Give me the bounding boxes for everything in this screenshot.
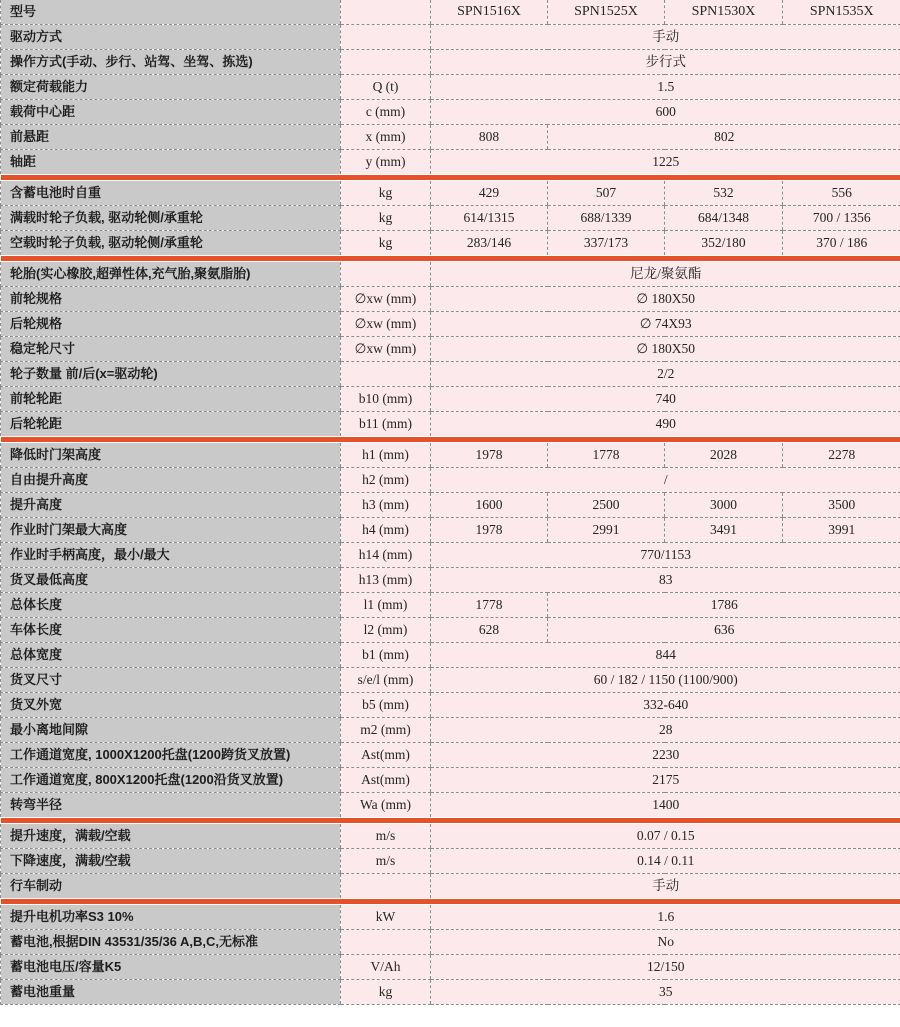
model-name: SPN1516X	[431, 0, 548, 25]
model-name: SPN1525X	[548, 0, 665, 25]
row-label: 降低时门架高度	[1, 443, 341, 468]
row-label: 后轮规格	[1, 312, 341, 337]
row-label: 总体长度	[1, 593, 341, 618]
table-row	[1, 287, 900, 312]
row-label: 蓄电池,根据DIN 43531/35/36 A,B,C,无标准	[1, 930, 341, 955]
table-row	[1, 181, 900, 206]
table-row	[1, 593, 900, 618]
row-label: 货叉外宽	[1, 693, 341, 718]
table-row	[1, 693, 900, 718]
row-unit: h14 (mm)	[341, 543, 431, 568]
row-unit	[341, 362, 431, 387]
spec-value: 283/146	[431, 231, 548, 256]
row-unit: s/e/l (mm)	[341, 668, 431, 693]
spec-value: 3000	[665, 493, 783, 518]
spec-value: 636	[548, 618, 900, 643]
row-unit: kg	[341, 980, 431, 1005]
spec-value: 2028	[665, 443, 783, 468]
table-row	[1, 793, 900, 818]
table-row	[1, 150, 900, 175]
row-label: 操作方式(手动、步行、站驾、坐驾、拣选)	[1, 50, 341, 75]
spec-value: 770/1153	[431, 543, 900, 568]
spec-value: 2230	[431, 743, 900, 768]
table-row	[1, 231, 900, 256]
spec-value: 12/150	[431, 955, 900, 980]
table-row	[1, 362, 900, 387]
table-row	[1, 100, 900, 125]
row-label: 稳定轮尺寸	[1, 337, 341, 362]
table-row	[1, 387, 900, 412]
spec-value: ∅ 74X93	[431, 312, 900, 337]
row-label: 作业时手柄高度，最小/最大	[1, 543, 341, 568]
row-label: 作业时门架最大高度	[1, 518, 341, 543]
row-label: 载荷中心距	[1, 100, 341, 125]
spec-value: 1978	[431, 443, 548, 468]
table-row	[1, 262, 900, 287]
row-unit: b5 (mm)	[341, 693, 431, 718]
spec-value: 1786	[548, 593, 900, 618]
row-unit: l2 (mm)	[341, 618, 431, 643]
row-label: 转弯半径	[1, 793, 341, 818]
table-row	[1, 930, 900, 955]
row-label: 提升高度	[1, 493, 341, 518]
spec-value: 1.6	[431, 905, 900, 930]
row-label: 最小离地间隙	[1, 718, 341, 743]
row-label: 轮子数量 前/后(x=驱动轮)	[1, 362, 341, 387]
spec-value: 3500	[783, 493, 900, 518]
row-label: 提升电机功率S3 10%	[1, 905, 341, 930]
table-row	[1, 980, 900, 1005]
spec-value: 2991	[548, 518, 665, 543]
row-label: 前轮规格	[1, 287, 341, 312]
table-row	[1, 543, 900, 568]
row-label: 蓄电池重量	[1, 980, 341, 1005]
row-unit: x (mm)	[341, 125, 431, 150]
spec-value: 60 / 182 / 1150 (1100/900)	[431, 668, 900, 693]
row-label: 工作通道宽度, 800X1200托盘(1200沿货叉放置)	[1, 768, 341, 793]
spec-value: 2500	[548, 493, 665, 518]
row-unit: ∅xw (mm)	[341, 312, 431, 337]
spec-value: 337/173	[548, 231, 665, 256]
row-unit: m2 (mm)	[341, 718, 431, 743]
table-row	[1, 0, 900, 25]
table-row	[1, 718, 900, 743]
row-unit: h13 (mm)	[341, 568, 431, 593]
row-unit: m/s	[341, 849, 431, 874]
row-unit: h3 (mm)	[341, 493, 431, 518]
row-unit: h2 (mm)	[341, 468, 431, 493]
spec-value: 2175	[431, 768, 900, 793]
spec-value: 352/180	[665, 231, 783, 256]
model-name: SPN1530X	[665, 0, 783, 25]
row-label: 货叉尺寸	[1, 668, 341, 693]
spec-value: 2278	[783, 443, 900, 468]
spec-value: 628	[431, 618, 548, 643]
row-label: 前悬距	[1, 125, 341, 150]
spec-value: ∅ 180X50	[431, 337, 900, 362]
spec-value: No	[431, 930, 900, 955]
spec-value: 332-640	[431, 693, 900, 718]
table-row	[1, 75, 900, 100]
row-unit: m/s	[341, 824, 431, 849]
table-row	[1, 25, 900, 50]
spec-value: 532	[665, 181, 783, 206]
row-unit	[341, 930, 431, 955]
spec-value: 808	[431, 125, 548, 150]
spec-value: 370 / 186	[783, 231, 900, 256]
row-unit: h1 (mm)	[341, 443, 431, 468]
row-label: 总体宽度	[1, 643, 341, 668]
row-unit: l1 (mm)	[341, 593, 431, 618]
spec-value: 600	[431, 100, 900, 125]
table-row	[1, 312, 900, 337]
row-unit: c (mm)	[341, 100, 431, 125]
row-label: 车体长度	[1, 618, 341, 643]
spec-value: 0.07 / 0.15	[431, 824, 900, 849]
spec-value: ∅ 180X50	[431, 287, 900, 312]
spec-value: 步行式	[431, 50, 900, 75]
row-unit: Ast(mm)	[341, 743, 431, 768]
row-label: 下降速度，满载/空载	[1, 849, 341, 874]
spec-value: 2/2	[431, 362, 900, 387]
row-label: 提升速度，满载/空载	[1, 824, 341, 849]
row-label: 工作通道宽度, 1000X1200托盘(1200跨货叉放置)	[1, 743, 341, 768]
table-row	[1, 643, 900, 668]
spec-value: 1225	[431, 150, 900, 175]
row-label: 驱动方式	[1, 25, 341, 50]
row-label: 型号	[1, 0, 341, 25]
spec-value: 507	[548, 181, 665, 206]
spec-value: 700 / 1356	[783, 206, 900, 231]
spec-value: 35	[431, 980, 900, 1005]
table-row	[1, 874, 900, 899]
spec-value: 844	[431, 643, 900, 668]
table-row	[1, 468, 900, 493]
row-unit	[341, 874, 431, 899]
table-row	[1, 518, 900, 543]
row-unit: kW	[341, 905, 431, 930]
row-unit: ∅xw (mm)	[341, 337, 431, 362]
spec-value: 28	[431, 718, 900, 743]
spec-value: 1778	[431, 593, 548, 618]
table-row	[1, 412, 900, 437]
spec-value: 0.14 / 0.11	[431, 849, 900, 874]
row-unit: kg	[341, 206, 431, 231]
row-label: 行车制动	[1, 874, 341, 899]
spec-value: 556	[783, 181, 900, 206]
row-unit: b10 (mm)	[341, 387, 431, 412]
spec-value: 1400	[431, 793, 900, 818]
spec-value: 740	[431, 387, 900, 412]
spec-value: 1978	[431, 518, 548, 543]
row-unit: Q (t)	[341, 75, 431, 100]
row-label: 后轮轮距	[1, 412, 341, 437]
table-row	[1, 955, 900, 980]
spec-value: 802	[548, 125, 900, 150]
row-unit: b11 (mm)	[341, 412, 431, 437]
specification-table-body	[1, 0, 900, 1005]
table-row	[1, 905, 900, 930]
table-row	[1, 824, 900, 849]
spec-value: 尼龙/聚氨酯	[431, 262, 900, 287]
row-unit: kg	[341, 181, 431, 206]
spec-value: 688/1339	[548, 206, 665, 231]
row-unit	[341, 25, 431, 50]
spec-value: 490	[431, 412, 900, 437]
row-label: 满载时轮子负载, 驱动轮侧/承重轮	[1, 206, 341, 231]
spec-value: 手动	[431, 874, 900, 899]
row-unit	[341, 262, 431, 287]
spec-value: 614/1315	[431, 206, 548, 231]
row-label: 轴距	[1, 150, 341, 175]
row-unit: V/Ah	[341, 955, 431, 980]
spec-value: 手动	[431, 25, 900, 50]
table-row	[1, 337, 900, 362]
spec-value: 1.5	[431, 75, 900, 100]
spec-value: 83	[431, 568, 900, 593]
table-row	[1, 768, 900, 793]
spec-value: 3991	[783, 518, 900, 543]
row-label: 自由提升高度	[1, 468, 341, 493]
row-unit	[341, 0, 431, 25]
row-label: 货叉最低高度	[1, 568, 341, 593]
spec-value: 684/1348	[665, 206, 783, 231]
row-label: 空载时轮子负载, 驱动轮侧/承重轮	[1, 231, 341, 256]
spec-value: /	[431, 468, 900, 493]
spec-value: 429	[431, 181, 548, 206]
table-row	[1, 568, 900, 593]
row-unit: y (mm)	[341, 150, 431, 175]
model-name: SPN1535X	[783, 0, 900, 25]
row-unit: h4 (mm)	[341, 518, 431, 543]
row-unit: ∅xw (mm)	[341, 287, 431, 312]
table-row	[1, 849, 900, 874]
row-unit: b1 (mm)	[341, 643, 431, 668]
row-unit: Wa (mm)	[341, 793, 431, 818]
table-row	[1, 618, 900, 643]
row-label: 前轮轮距	[1, 387, 341, 412]
row-label: 含蓄电池时自重	[1, 181, 341, 206]
row-label: 额定荷载能力	[1, 75, 341, 100]
table-row	[1, 668, 900, 693]
table-row	[1, 493, 900, 518]
row-label: 轮胎(实心橡胶,超弹性体,充气胎,聚氨脂胎)	[1, 262, 341, 287]
row-unit: Ast(mm)	[341, 768, 431, 793]
table-row	[1, 125, 900, 150]
spec-value: 3491	[665, 518, 783, 543]
table-row	[1, 443, 900, 468]
spec-value: 1778	[548, 443, 665, 468]
table-row	[1, 50, 900, 75]
table-row	[1, 743, 900, 768]
row-label: 蓄电池电压/容量K5	[1, 955, 341, 980]
row-unit: kg	[341, 231, 431, 256]
row-unit	[341, 50, 431, 75]
table-row	[1, 206, 900, 231]
spec-value: 1600	[431, 493, 548, 518]
